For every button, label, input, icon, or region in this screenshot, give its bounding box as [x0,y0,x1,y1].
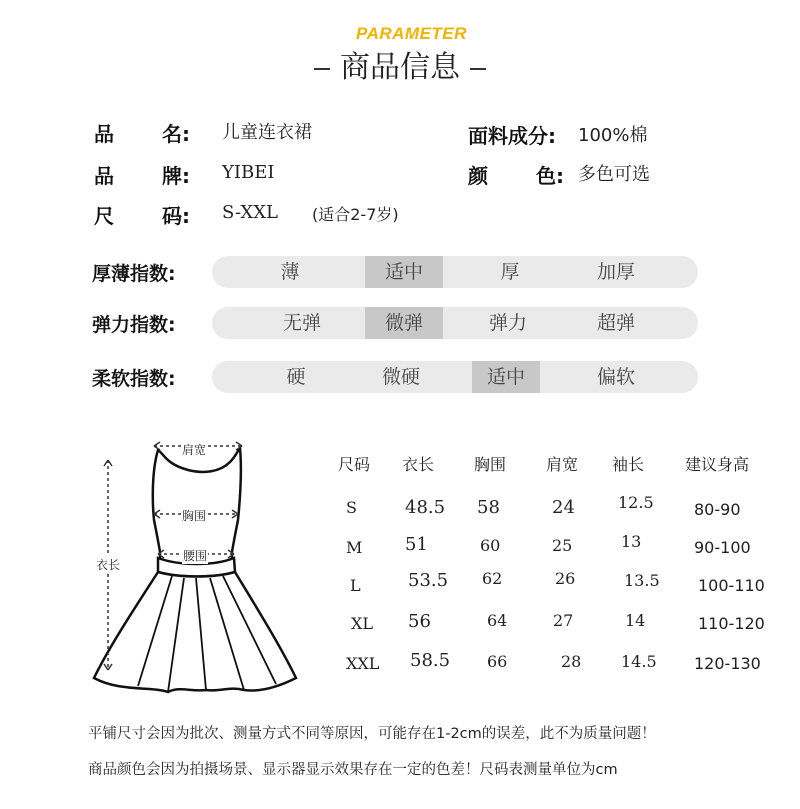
elasticity-label: 弹力指数: [92,314,176,336]
page-title [0,42,800,86]
softness-option-1: 微硬 [381,366,420,388]
size-label-b: 码: [162,204,190,228]
size-table-header-height: 建议身高 [685,455,750,474]
table-cell: 48.5 [405,497,446,518]
softness-option-0: 硬 [286,366,306,388]
table-cell: 110-120 [698,614,765,633]
thickness-label: 厚薄指数: [92,263,176,285]
elasticity-option-2: 弹力 [488,312,527,334]
table-cell: 12.5 [618,493,654,512]
table-cell: 14.5 [621,652,657,671]
length-label: 衣长 [96,558,121,572]
table-cell: 58.5 [410,650,451,671]
elasticity-option-3: 超弹 [596,312,635,334]
size-table-header-length: 衣长 [402,455,435,474]
size-table-header-sleeve: 袖长 [612,455,645,474]
softness-label: 柔软指数: [92,368,176,390]
table-cell: 58 [477,497,500,518]
table-cell: 53.5 [408,570,449,591]
table-cell: 24 [552,497,575,518]
thickness-option-1: 适中 [365,256,443,288]
size-table-header-shoulder: 肩宽 [546,455,579,474]
fabric-value: 100%棉 [578,125,648,146]
table-cell: 13.5 [624,571,660,590]
parameter-badge: PARAMETER [356,24,467,43]
color-label-a: 颜 [468,164,488,188]
brand-label-a: 品 [94,164,114,188]
dress-skirt [94,572,296,692]
name-label-b: 名: [162,122,190,146]
size-label-a: 尺 [94,204,114,228]
table-cell: S [346,498,357,517]
size-table-header-chest: 胸围 [474,455,507,474]
table-cell: M [346,538,363,557]
table-cell: 66 [487,652,508,671]
table-cell: 90-100 [694,538,751,557]
name-value: 儿童连衣裙 [222,122,312,143]
table-cell: XXL [346,654,380,673]
size-table-header-size: 尺码 [338,455,371,474]
thickness-option-2: 厚 [500,261,520,283]
table-cell: 13 [621,532,642,551]
thickness-option-0: 薄 [280,261,300,283]
waist-label: 腰围 [183,549,208,563]
table-cell: 120-130 [694,654,761,673]
softness-option-2: 适中 [472,361,540,393]
table-cell: 51 [405,534,428,555]
softness-bar [212,361,698,393]
shoulder-label: 肩宽 [182,443,207,457]
table-cell: 62 [482,569,503,588]
thickness-bar [212,256,698,288]
name-label-a: 品 [94,122,114,146]
brand-value: YIBEI [222,162,275,183]
size-note: (适合2-7岁) [312,205,399,224]
title-dash-left [314,68,330,70]
color-value: 多色可选 [578,164,650,185]
table-cell: 60 [480,536,501,555]
table-cell: 80-90 [694,500,741,519]
table-cell: L [350,576,361,595]
table-cell: 28 [561,652,582,671]
color-label-b: 色: [536,164,564,188]
note-line-1: 平铺尺寸会因为批次、测量方式不同等原因，可能存在1-2cm的误差，此不为质量问题！ [88,726,656,742]
brand-label-b: 牌: [162,164,190,188]
thickness-option-3: 加厚 [596,261,635,283]
table-cell: 14 [625,611,646,630]
fabric-label: 面料成分: [468,124,556,148]
note-line-2: 商品颜色会因为拍摄场景、显示器显示效果存在一定的色差！尺码表测量单位为cm [88,762,618,778]
elasticity-option-1: 微弹 [365,307,443,339]
softness-option-3: 偏软 [596,366,635,388]
table-cell: 25 [552,536,573,555]
table-cell: XL [351,614,374,633]
table-cell: 64 [487,611,508,630]
title-dash-right [470,68,486,70]
chest-label: 胸围 [182,509,207,523]
table-cell: 26 [555,569,576,588]
table-cell: 27 [553,611,574,630]
page-title-text: 商品信息 [340,50,460,85]
elasticity-option-0: 无弹 [282,312,321,334]
table-cell: 56 [408,611,431,632]
elasticity-bar [212,307,698,339]
table-cell: 100-110 [698,576,765,595]
size-value: S-XXL [222,202,279,223]
